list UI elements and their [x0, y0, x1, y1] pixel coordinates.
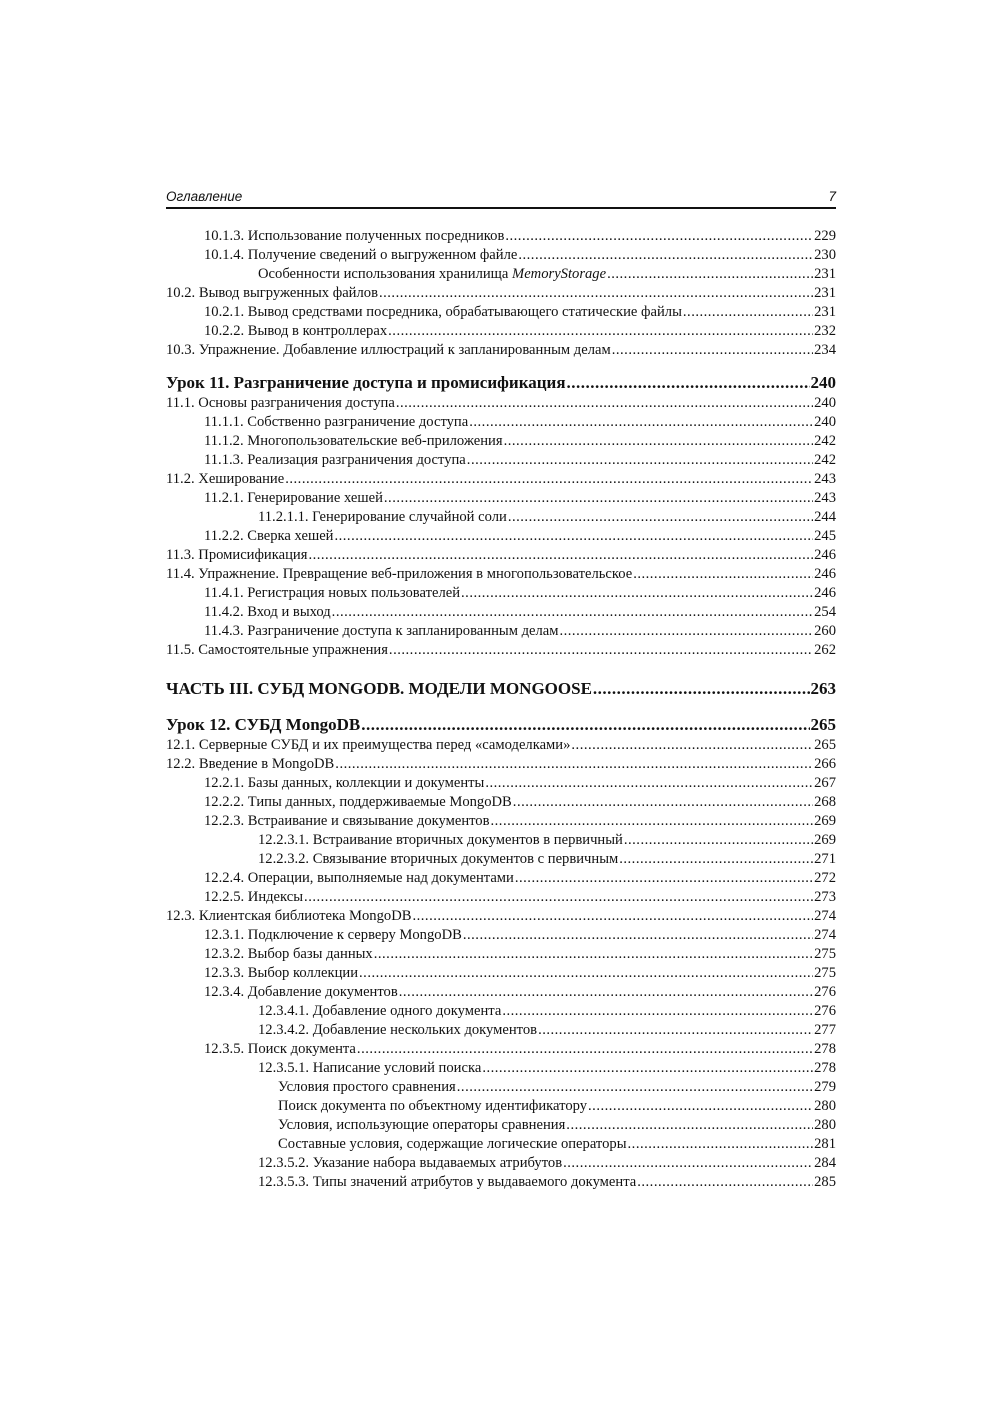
- toc-entry: [166, 812, 836, 831]
- dot-leader: [469, 413, 813, 432]
- running-title: Оглавление: [166, 189, 243, 204]
- toc-entry: [166, 246, 836, 265]
- toc-entry: [166, 774, 836, 793]
- dot-leader: [508, 508, 813, 527]
- toc-entry-title: [204, 451, 466, 470]
- toc-entry-title: [204, 584, 460, 603]
- toc-heading: [166, 372, 836, 394]
- dot-leader: [559, 622, 813, 641]
- toc-entry-text: 11.1.3. Реализация разграничения доступа: [204, 452, 466, 468]
- toc-entry-page: 243: [814, 490, 836, 506]
- toc-entry-text: 11.1.1. Собственно разграничение доступа: [204, 414, 469, 430]
- toc-entry: [166, 831, 836, 850]
- dot-leader: [304, 888, 813, 907]
- dot-leader: [332, 603, 813, 622]
- dot-leader: [563, 1154, 813, 1173]
- toc-entry-title: [204, 413, 468, 432]
- toc-entry-text: 10.1.3. Использование полученных посредников: [204, 228, 505, 244]
- toc-entry-page: 246: [814, 547, 836, 563]
- toc-entry-page: 274: [814, 908, 836, 924]
- toc-entry-text: 12.3.4. Добавление документов: [204, 984, 398, 1000]
- dot-leader: [285, 470, 813, 489]
- toc-entry-page: 234: [814, 342, 836, 358]
- dot-leader: [359, 964, 813, 983]
- toc-entry-page: 262: [814, 642, 836, 658]
- toc-entry: [166, 546, 836, 565]
- toc-entry-text: 12.3.4.2. Добавление нескольких документов: [258, 1022, 538, 1038]
- toc-entry-text: 12.2.1. Базы данных, коллекции и документы: [204, 775, 485, 791]
- toc-entry-title: [204, 926, 462, 945]
- toc-entry-text: 10.1.4. Получение сведений о выгруженном файле: [204, 247, 518, 263]
- toc-entry-text: Составные условия, содержащие логические операторы: [278, 1136, 627, 1152]
- toc-entry: [166, 869, 836, 888]
- dot-leader: [593, 678, 810, 700]
- toc-entry-title: [258, 1154, 562, 1173]
- dot-leader: [485, 774, 813, 793]
- toc-entry-text: Условия простого сравнения: [278, 1079, 456, 1095]
- toc-entry-page: 240: [810, 373, 836, 392]
- toc-entry-page: 230: [814, 247, 836, 263]
- dot-leader: [491, 812, 814, 831]
- toc-entry-title: [204, 793, 512, 812]
- dot-leader: [412, 907, 813, 926]
- dot-leader: [389, 641, 813, 660]
- toc-entry-page: 276: [814, 1003, 836, 1019]
- toc-entry-text: Особенности использования хранилища: [258, 266, 513, 282]
- dot-leader: [361, 714, 809, 736]
- toc-entry: [166, 1116, 836, 1135]
- toc-entry-title: [204, 888, 303, 907]
- dot-leader: [513, 793, 813, 812]
- toc-entry-page: 273: [814, 889, 836, 905]
- toc-entry-title: [166, 341, 611, 360]
- toc-entry-title: [166, 470, 284, 489]
- toc-entry-title: [204, 622, 558, 641]
- toc-heading: [166, 678, 836, 700]
- dot-leader: [518, 246, 813, 265]
- toc-entry-title: [258, 508, 507, 527]
- toc-entry-text: 11.2.1. Генерирование хешей: [204, 490, 383, 506]
- toc-entry-text: 11.5. Самостоятельные упражнения: [166, 642, 388, 658]
- toc-entry-text: 12.2.5. Индексы: [204, 889, 304, 905]
- toc-entry-italic-text: MemoryStorage: [512, 266, 607, 282]
- toc-entry-text: 12.2.4. Операции, выполняемые над документами: [204, 870, 514, 886]
- toc-entry: [166, 451, 836, 470]
- toc-entry: [166, 755, 836, 774]
- toc-entry-text: 12.3.1. Подключение к серверу MongoDB: [204, 927, 462, 943]
- toc-entry-title: [166, 907, 411, 926]
- toc-entry: [166, 907, 836, 926]
- toc-entry-page: 280: [814, 1098, 836, 1114]
- toc-entry-page: 242: [814, 452, 836, 468]
- toc-entry-page: 271: [814, 851, 836, 867]
- toc-entry-title: [166, 565, 632, 584]
- dot-leader: [399, 983, 813, 1002]
- toc-entry-page: 277: [814, 1022, 836, 1038]
- toc-entry: [166, 413, 836, 432]
- toc-entry: [166, 622, 836, 641]
- toc-entry-text: Урок 12. СУБД MongoDB: [166, 715, 361, 734]
- dot-leader: [683, 303, 813, 322]
- toc-entry-page: 246: [814, 585, 836, 601]
- toc-entry-page: 269: [814, 832, 836, 848]
- toc-entry-text: 11.2.1.1. Генерирование случайной соли: [258, 509, 507, 525]
- toc-entry-title: [258, 831, 623, 850]
- toc-entry: [166, 341, 836, 360]
- toc-entry-page: 274: [814, 927, 836, 943]
- dot-leader: [457, 1078, 813, 1097]
- toc-entry-page: 240: [814, 414, 836, 430]
- toc-entry: [166, 1154, 836, 1173]
- toc-entry-page: 260: [814, 623, 836, 639]
- toc-entry-title: [204, 774, 484, 793]
- toc-entry-text: ЧАСТЬ III. СУБД MONGODB. МОДЕЛИ MONGOOSE: [166, 679, 592, 698]
- toc-entry-text: 12.3.4.1. Добавление одного документа: [258, 1003, 502, 1019]
- toc-entry-text: 12.3.5.3. Типы значений атрибутов у выдаваемого документа: [258, 1174, 637, 1190]
- toc-entry-text: 11.4.1. Регистрация новых пользователей: [204, 585, 461, 601]
- toc-entry-text: 11.2. Хеширование: [166, 471, 285, 487]
- toc-entry-page: 229: [814, 228, 836, 244]
- toc-entry-text: 12.3.3. Выбор коллекции: [204, 965, 359, 981]
- toc-entry-text: 10.2.1. Вывод средствами посредника, обрабатывающего статические файлы: [204, 304, 682, 320]
- dot-leader: [388, 322, 813, 341]
- toc-entry: [166, 565, 836, 584]
- toc-entry: [166, 1097, 836, 1116]
- dot-leader: [463, 926, 813, 945]
- toc-entry: [166, 508, 836, 527]
- toc-entry-text: 12.2. Введение в MongoDB: [166, 756, 335, 772]
- dot-leader: [637, 1173, 813, 1192]
- toc-entry-title: [278, 1116, 565, 1135]
- toc-entry-page: 285: [814, 1174, 836, 1190]
- toc-entry-page: 269: [814, 813, 836, 829]
- toc-entry-text: 11.4. Упражнение. Превращение веб-приложения в многопользовательское: [166, 566, 633, 582]
- table-of-contents: [166, 227, 836, 1192]
- toc-entry-title: [278, 1135, 627, 1154]
- toc-entry: [166, 603, 836, 622]
- toc-entry-page: 231: [814, 266, 836, 282]
- toc-entry-title: [258, 1173, 636, 1192]
- dot-leader: [467, 451, 813, 470]
- toc-entry-page: 268: [814, 794, 836, 810]
- dot-leader: [308, 546, 813, 565]
- toc-entry-page: 240: [814, 395, 836, 411]
- toc-entry-text: 11.3. Промисификация: [166, 547, 308, 563]
- toc-entry-title: [258, 850, 618, 869]
- toc-entry-page: 254: [814, 604, 836, 620]
- toc-entry-page: 281: [814, 1136, 836, 1152]
- toc-entry-page: 278: [814, 1060, 836, 1076]
- toc-entry: [166, 983, 836, 1002]
- dot-leader: [612, 341, 813, 360]
- toc-entry-title: [204, 489, 383, 508]
- dot-leader: [571, 736, 813, 755]
- toc-entry: [166, 432, 836, 451]
- toc-entry-text: 11.1.2. Многопользовательские веб-приложения: [204, 433, 503, 449]
- dot-leader: [504, 432, 814, 451]
- toc-entry-text: 10.2. Вывод выгруженных файлов: [166, 285, 378, 301]
- dot-leader: [633, 565, 813, 584]
- page-header: [166, 185, 836, 209]
- toc-entry-page: 275: [814, 965, 836, 981]
- toc-entry-text: Урок 11. Разграничение доступа и промисификация: [166, 373, 566, 392]
- toc-entry-text: 10.3. Упражнение. Добавление иллюстраций к запланированным делам: [166, 342, 611, 358]
- toc-entry: [166, 284, 836, 303]
- toc-entry: [166, 641, 836, 660]
- toc-entry: [166, 1002, 836, 1021]
- toc-entry-page: 272: [814, 870, 836, 886]
- toc-entry-title: [204, 869, 514, 888]
- toc-entry-text: 12.2.3.2. Связывание вторичных документов с первичным: [258, 851, 619, 867]
- dot-leader: [335, 755, 813, 774]
- toc-entry-title: [166, 284, 378, 303]
- dot-leader: [567, 372, 810, 394]
- toc-entry-title: [166, 714, 360, 736]
- toc-entry-text: 12.2.3. Встраивание и связывание документов: [204, 813, 490, 829]
- dot-leader: [379, 284, 813, 303]
- toc-entry-title: [204, 812, 490, 831]
- toc-entry-text: 12.3.5.2. Указание набора выдаваемых атрибутов: [258, 1155, 563, 1171]
- toc-entry-title: [258, 1059, 481, 1078]
- toc-entry-text: Условия, использующие операторы сравнения: [278, 1117, 566, 1133]
- toc-entry: [166, 1059, 836, 1078]
- toc-entry-page: 231: [814, 285, 836, 301]
- toc-entry-title: [258, 265, 606, 284]
- toc-entry-title: [166, 678, 592, 700]
- dot-leader: [482, 1059, 813, 1078]
- toc-entry-page: 244: [814, 509, 836, 525]
- toc-entry-page: 280: [814, 1117, 836, 1133]
- toc-entry: [166, 489, 836, 508]
- toc-entry-page: 275: [814, 946, 836, 962]
- toc-entry-title: [258, 1002, 501, 1021]
- toc-entry: [166, 303, 836, 322]
- toc-entry: [166, 926, 836, 945]
- toc-entry: [166, 322, 836, 341]
- toc-entry-page: 265: [810, 715, 836, 734]
- toc-entry-page: 276: [814, 984, 836, 1000]
- toc-entry-title: [204, 983, 398, 1002]
- dot-leader: [334, 527, 813, 546]
- toc-entry: [166, 736, 836, 755]
- toc-entry: [166, 888, 836, 907]
- toc-entry-title: [166, 372, 566, 394]
- dot-leader: [357, 1040, 813, 1059]
- page-number: 7: [828, 189, 836, 204]
- toc-entry-text: 12.1. Серверные СУБД и их преимущества перед «самоделками»: [166, 737, 571, 753]
- toc-entry: [166, 850, 836, 869]
- toc-entry-page: 246: [814, 566, 836, 582]
- toc-entry-page: 231: [814, 304, 836, 320]
- toc-entry-title: [204, 322, 387, 341]
- toc-entry-text: 11.4.3. Разграничение доступа к запланированным делам: [204, 623, 559, 639]
- toc-entry-text: 12.2.2. Типы данных, поддерживаемые MongoDB: [204, 794, 512, 810]
- toc-entry-text: 11.1. Основы разграничения доступа: [166, 395, 395, 411]
- toc-entry: [166, 793, 836, 812]
- toc-entry: [166, 470, 836, 489]
- toc-entry-text: 11.4.2. Вход и выход: [204, 604, 331, 620]
- toc-entry: [166, 227, 836, 246]
- toc-entry-text: 11.2.2. Сверка хешей: [204, 528, 334, 544]
- toc-entry: [166, 1135, 836, 1154]
- toc-entry: [166, 265, 836, 284]
- toc-entry: [166, 1173, 836, 1192]
- toc-entry-title: [204, 246, 517, 265]
- dot-leader: [502, 1002, 813, 1021]
- dot-leader: [515, 869, 813, 888]
- toc-entry-page: 284: [814, 1155, 836, 1171]
- toc-entry-title: [204, 303, 682, 322]
- dot-leader: [566, 1116, 813, 1135]
- toc-entry-title: [204, 945, 373, 964]
- toc-entry: [166, 527, 836, 546]
- toc-entry: [166, 394, 836, 413]
- toc-entry-text: 12.3.5. Поиск документа: [204, 1041, 356, 1057]
- toc-entry-title: [278, 1097, 587, 1116]
- dot-leader: [628, 1135, 814, 1154]
- toc-entry: [166, 964, 836, 983]
- toc-entry: [166, 1021, 836, 1040]
- toc-entry-title: [204, 1040, 356, 1059]
- toc-entry-page: 266: [814, 756, 836, 772]
- toc-heading: [166, 714, 836, 736]
- toc-entry-title: [204, 964, 358, 983]
- toc-entry-title: [204, 227, 504, 246]
- toc-entry: [166, 945, 836, 964]
- dot-leader: [505, 227, 813, 246]
- toc-entry-text: 12.3.5.1. Написание условий поиска: [258, 1060, 482, 1076]
- toc-entry-title: [204, 527, 333, 546]
- toc-entry-page: 267: [814, 775, 836, 791]
- toc-entry-page: 243: [814, 471, 836, 487]
- dot-leader: [538, 1021, 813, 1040]
- toc-entry-title: [278, 1078, 456, 1097]
- toc-entry-title: [166, 641, 388, 660]
- toc-entry-page: 278: [814, 1041, 836, 1057]
- toc-entry-title: [166, 755, 334, 774]
- toc-entry-title: [258, 1021, 537, 1040]
- toc-entry-page: 265: [814, 737, 836, 753]
- toc-entry-title: [166, 736, 570, 755]
- toc-entry-title: [166, 546, 307, 565]
- dot-leader: [607, 265, 813, 284]
- dot-leader: [374, 945, 813, 964]
- toc-entry-text: 12.3.2. Выбор базы данных: [204, 946, 373, 962]
- dot-leader: [619, 850, 813, 869]
- toc-entry: [166, 1078, 836, 1097]
- dot-leader: [588, 1097, 813, 1116]
- toc-entry-title: [166, 394, 395, 413]
- toc-entry-page: 279: [814, 1079, 836, 1095]
- toc-entry: [166, 584, 836, 603]
- toc-entry-text: Поиск документа по объектному идентификатору: [278, 1098, 588, 1114]
- toc-entry-page: 242: [814, 433, 836, 449]
- dot-leader: [624, 831, 813, 850]
- dot-leader: [461, 584, 813, 603]
- toc-entry-page: 245: [814, 528, 836, 544]
- toc-entry-text: 12.3. Клиентская библиотека MongoDB: [166, 908, 412, 924]
- toc-entry-text: 10.2.2. Вывод в контроллерах: [204, 323, 388, 339]
- toc-entry-text: 12.2.3.1. Встраивание вторичных документов в первичный: [258, 832, 623, 848]
- toc-entry: [166, 1040, 836, 1059]
- dot-leader: [396, 394, 813, 413]
- dot-leader: [384, 489, 813, 508]
- toc-entry-page: 232: [814, 323, 836, 339]
- toc-entry-title: [204, 432, 503, 451]
- toc-entry-page: 263: [810, 679, 836, 698]
- toc-entry-title: [204, 603, 331, 622]
